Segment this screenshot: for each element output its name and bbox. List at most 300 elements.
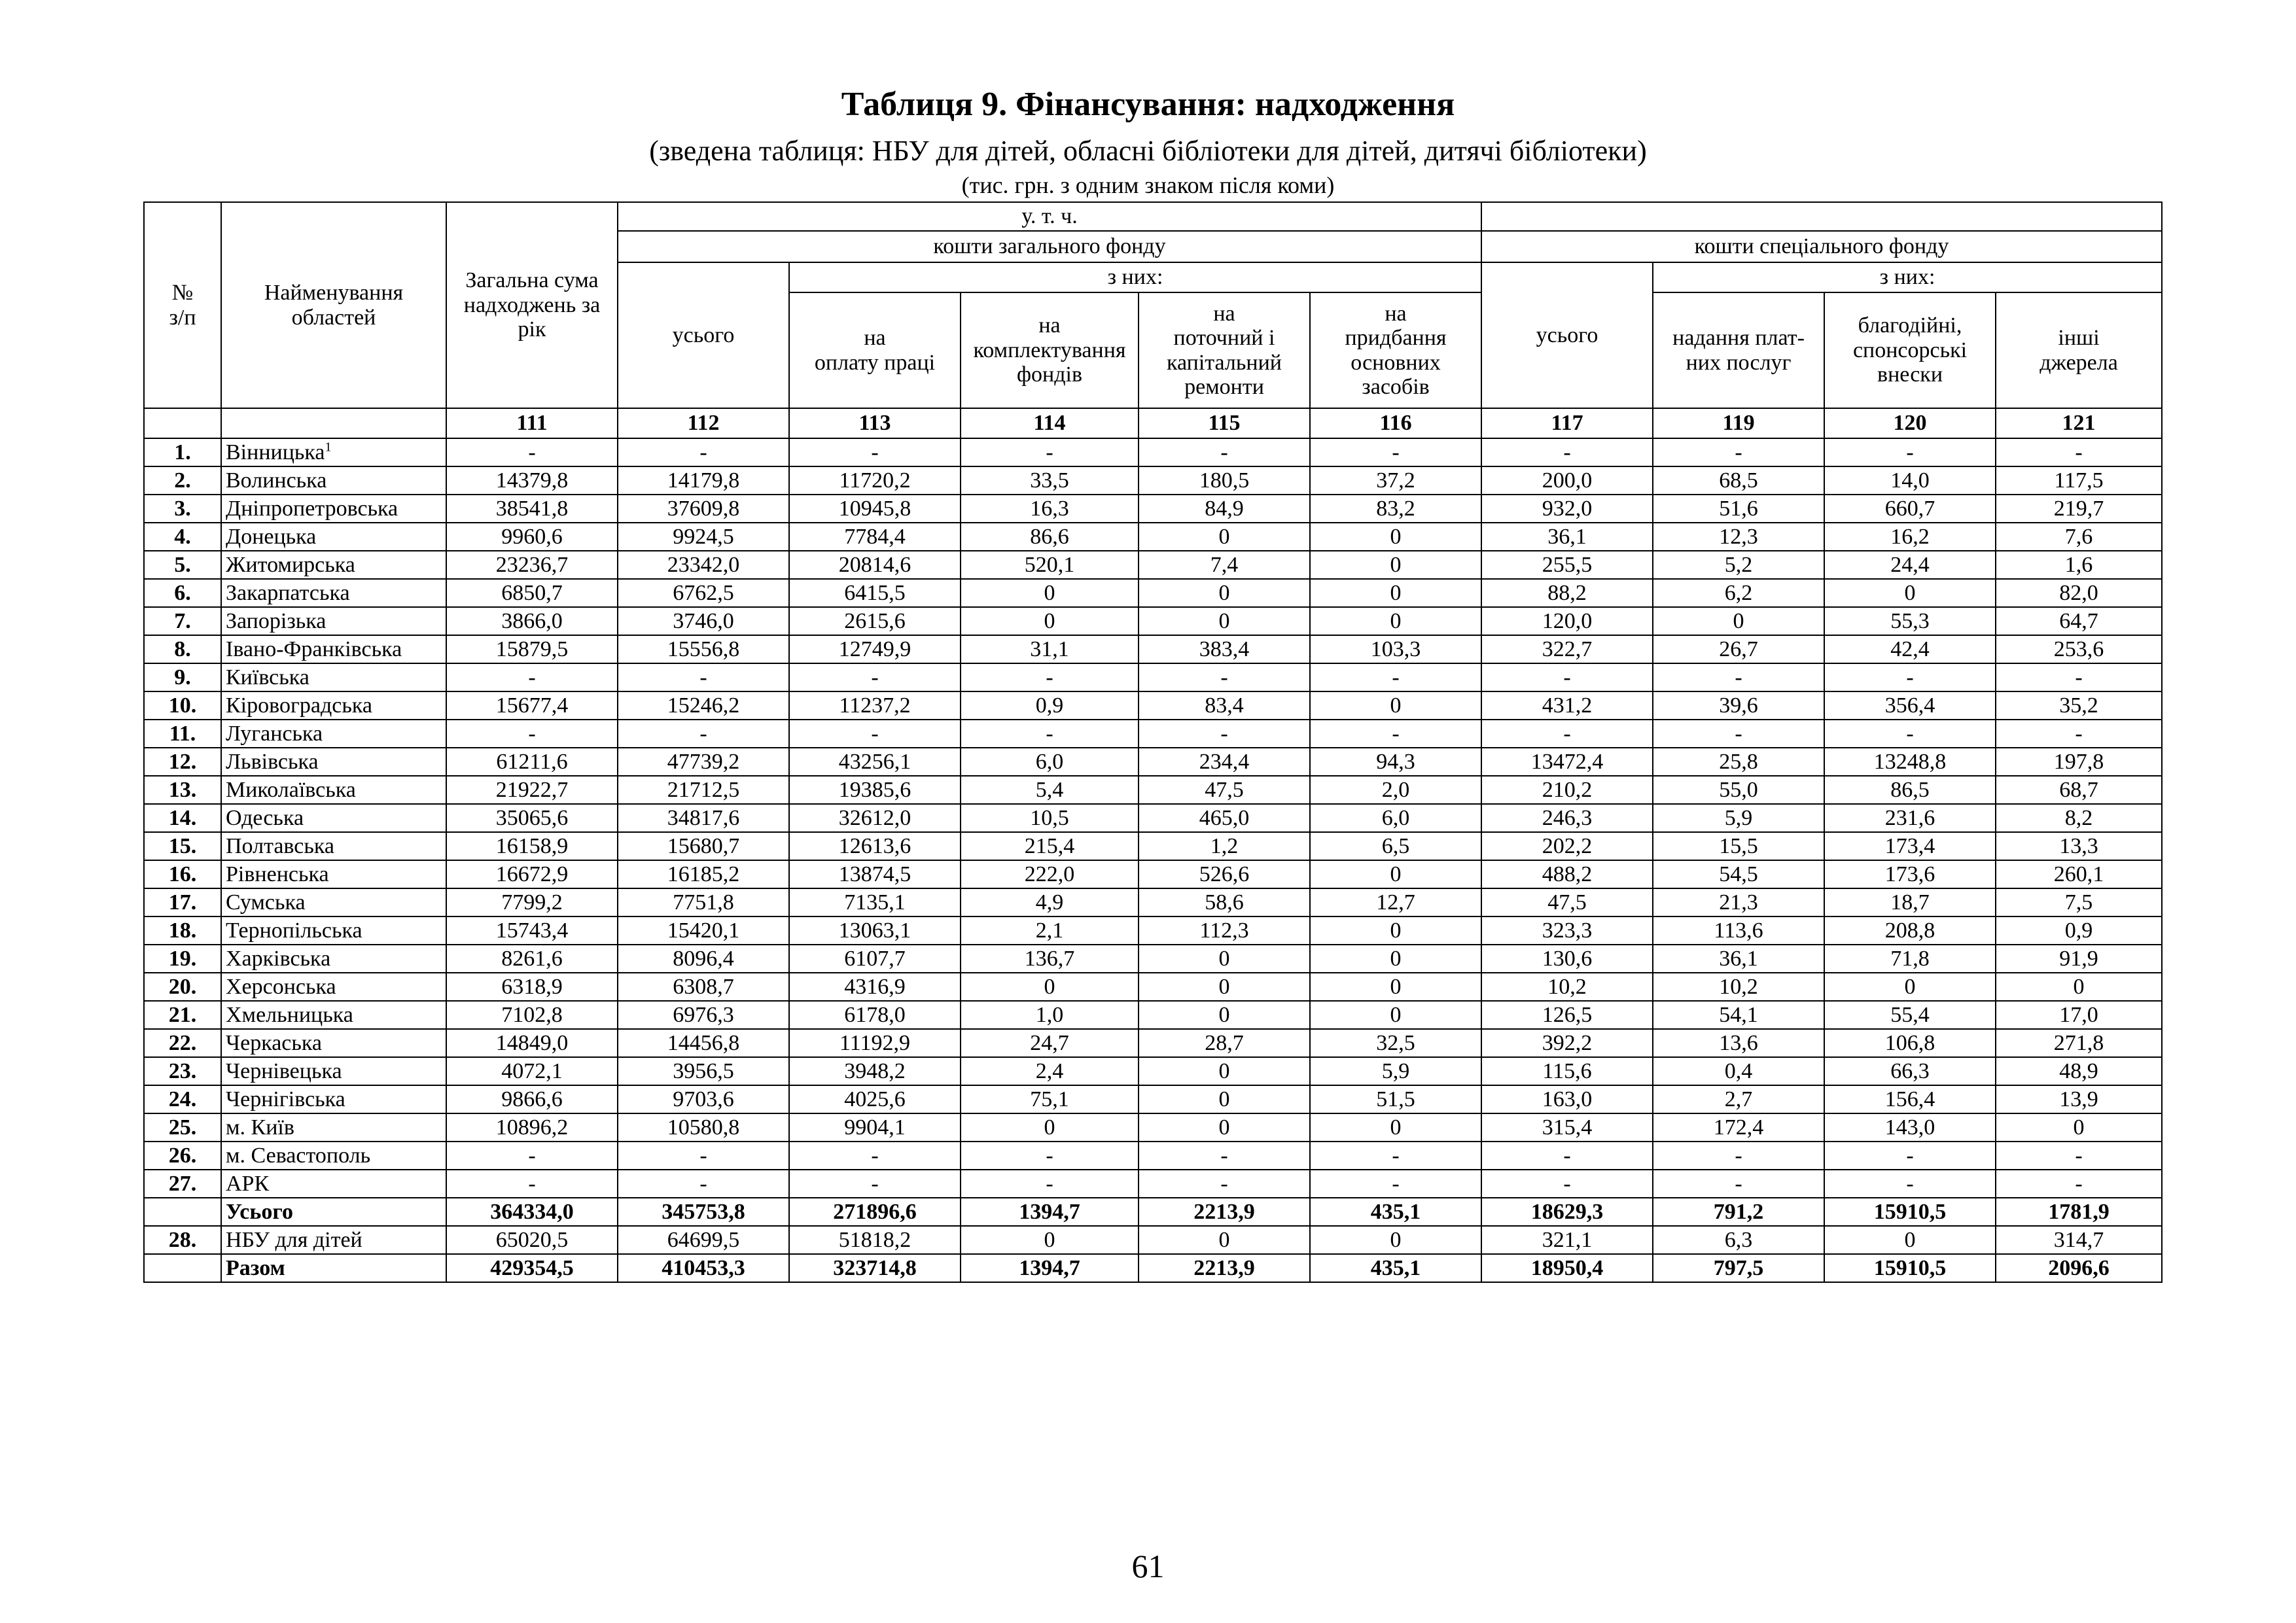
value-cell: 32,5: [1310, 1029, 1481, 1057]
value-cell: 12749,9: [789, 635, 961, 663]
value-cell: -: [446, 720, 618, 748]
value-cell: 8,2: [1996, 804, 2162, 832]
region-name-text: Запорізька: [226, 608, 327, 633]
value-cell: 255,5: [1481, 551, 1653, 579]
region-name: [221, 495, 446, 523]
header-other-sources: інші джерела: [1996, 292, 2162, 408]
region-name: [221, 438, 446, 466]
value-cell: 86,6: [961, 523, 1139, 551]
value-cell: 94,3: [1310, 748, 1481, 776]
header-general-fund: кошти загального фонду: [618, 231, 1481, 262]
table-row: [144, 523, 2162, 551]
region-name-text: Чернігівська: [226, 1087, 345, 1111]
value-cell: 68,7: [1996, 776, 2162, 804]
table-row: [144, 1029, 2162, 1057]
value-cell: 113,6: [1653, 916, 1824, 945]
row-number: 26.: [144, 1142, 221, 1170]
region-name: [221, 663, 446, 691]
value-cell: 7135,1: [789, 888, 961, 916]
value-cell: 24,4: [1824, 551, 1996, 579]
value-cell: 364334,0: [446, 1198, 618, 1226]
value-cell: 75,1: [961, 1085, 1139, 1113]
table-row: [144, 635, 2162, 663]
header-code-cell: 116: [1310, 408, 1481, 438]
value-cell: 0: [1653, 607, 1824, 635]
value-cell: 9904,1: [789, 1113, 961, 1142]
value-cell: 15,5: [1653, 832, 1824, 860]
value-cell: 12613,6: [789, 832, 961, 860]
value-cell: 234,4: [1139, 748, 1310, 776]
value-cell: 7799,2: [446, 888, 618, 916]
value-cell: 14179,8: [618, 466, 789, 495]
value-cell: 47,5: [1481, 888, 1653, 916]
value-cell: 6,3: [1653, 1226, 1824, 1254]
footnote-marker: 1: [325, 440, 332, 455]
value-cell: 51,5: [1310, 1085, 1481, 1113]
value-cell: 10,2: [1653, 973, 1824, 1001]
value-cell: 13472,4: [1481, 748, 1653, 776]
value-cell: 37609,8: [618, 495, 789, 523]
row-number: 11.: [144, 720, 221, 748]
header-of-them-special: з них:: [1653, 262, 2162, 292]
header-salary: на оплату праці: [789, 292, 961, 408]
value-cell: 0: [1310, 1113, 1481, 1142]
value-cell: 435,1: [1310, 1198, 1481, 1226]
region-name-text: Миколаївська: [226, 777, 356, 802]
value-cell: 12,7: [1310, 888, 1481, 916]
value-cell: 24,7: [961, 1029, 1139, 1057]
value-cell: 18629,3: [1481, 1198, 1653, 1226]
value-cell: 797,5: [1653, 1254, 1824, 1282]
value-cell: 14379,8: [446, 466, 618, 495]
value-cell: 143,0: [1824, 1113, 1996, 1142]
value-cell: 66,3: [1824, 1057, 1996, 1085]
region-name-text: Луганська: [226, 721, 323, 746]
value-cell: 83,4: [1139, 691, 1310, 720]
value-cell: 112,3: [1139, 916, 1310, 945]
value-cell: 4025,6: [789, 1085, 961, 1113]
value-cell: 4316,9: [789, 973, 961, 1001]
value-cell: 5,9: [1653, 804, 1824, 832]
region-name: [221, 832, 446, 860]
region-name-text: Хмельницька: [226, 1002, 353, 1027]
table-title: Таблиця 9. Фінансування: надходження: [841, 86, 1455, 123]
region-name: [221, 607, 446, 635]
value-cell: 0: [1310, 973, 1481, 1001]
region-name: [221, 1113, 446, 1142]
value-cell: -: [1139, 438, 1310, 466]
value-cell: 0: [1139, 945, 1310, 973]
value-cell: 61211,6: [446, 748, 618, 776]
value-cell: 21712,5: [618, 776, 789, 804]
value-cell: 0: [1310, 1001, 1481, 1029]
value-cell: 202,2: [1481, 832, 1653, 860]
value-cell: -: [961, 663, 1139, 691]
value-cell: 321,1: [1481, 1226, 1653, 1254]
value-cell: 13874,5: [789, 860, 961, 888]
value-cell: 163,0: [1481, 1085, 1653, 1113]
region-name-text: АРК: [226, 1171, 270, 1196]
region-name-text: Житомирська: [226, 552, 355, 577]
value-cell: 0: [1310, 551, 1481, 579]
value-cell: 173,6: [1824, 860, 1996, 888]
value-cell: -: [618, 720, 789, 748]
value-cell: -: [618, 663, 789, 691]
value-cell: 31,1: [961, 635, 1139, 663]
header-code-cell: 117: [1481, 408, 1653, 438]
value-cell: 34817,6: [618, 804, 789, 832]
value-cell: 8261,6: [446, 945, 618, 973]
value-cell: 15743,4: [446, 916, 618, 945]
value-cell: 392,2: [1481, 1029, 1653, 1057]
value-cell: 0: [1824, 1226, 1996, 1254]
header-fixed-assets: на придбання основних засобів: [1310, 292, 1481, 408]
value-cell: -: [618, 438, 789, 466]
value-cell: 4,9: [961, 888, 1139, 916]
table-row: [144, 748, 2162, 776]
value-cell: 10945,8: [789, 495, 961, 523]
row-number: 8.: [144, 635, 221, 663]
value-cell: 0,4: [1653, 1057, 1824, 1085]
row-number: 4.: [144, 523, 221, 551]
table-row: [144, 832, 2162, 860]
value-cell: 21,3: [1653, 888, 1824, 916]
value-cell: 5,9: [1310, 1057, 1481, 1085]
region-name: [221, 804, 446, 832]
value-cell: 215,4: [961, 832, 1139, 860]
region-name: [221, 551, 446, 579]
table-row: [144, 663, 2162, 691]
row-number: 12.: [144, 748, 221, 776]
header-general-total: усього: [618, 262, 789, 408]
value-cell: 13,3: [1996, 832, 2162, 860]
value-cell: 2615,6: [789, 607, 961, 635]
value-cell: 10,5: [961, 804, 1139, 832]
financing-table: [143, 201, 2163, 1283]
value-cell: 11720,2: [789, 466, 961, 495]
value-cell: 660,7: [1824, 495, 1996, 523]
table-row: [144, 776, 2162, 804]
value-cell: 3956,5: [618, 1057, 789, 1085]
table-row: [144, 438, 2162, 466]
value-cell: 1,0: [961, 1001, 1139, 1029]
value-cell: 345753,8: [618, 1198, 789, 1226]
region-name-text: Чернівецька: [226, 1058, 342, 1083]
region-name: [221, 466, 446, 495]
value-cell: -: [961, 720, 1139, 748]
value-cell: -: [1824, 663, 1996, 691]
row-number: 1.: [144, 438, 221, 466]
value-cell: 13,9: [1996, 1085, 2162, 1113]
value-cell: 117,5: [1996, 466, 2162, 495]
value-cell: 0: [1139, 1001, 1310, 1029]
value-cell: 0: [1310, 945, 1481, 973]
value-cell: 315,4: [1481, 1113, 1653, 1142]
value-cell: 1781,9: [1996, 1198, 2162, 1226]
value-cell: 0: [961, 579, 1139, 607]
row-number: 2.: [144, 466, 221, 495]
value-cell: 932,0: [1481, 495, 1653, 523]
value-cell: 55,4: [1824, 1001, 1996, 1029]
value-cell: 18950,4: [1481, 1254, 1653, 1282]
value-cell: -: [1310, 720, 1481, 748]
value-cell: 465,0: [1139, 804, 1310, 832]
table-row: [144, 1001, 2162, 1029]
value-cell: 3746,0: [618, 607, 789, 635]
header-special-total: усього: [1481, 262, 1653, 408]
value-cell: 1,6: [1996, 551, 2162, 579]
table-row: [144, 551, 2162, 579]
region-name-text: Дніпропетровська: [226, 496, 398, 521]
value-cell: 11237,2: [789, 691, 961, 720]
table-row: [144, 1085, 2162, 1113]
value-cell: -: [1481, 720, 1653, 748]
value-cell: 48,9: [1996, 1057, 2162, 1085]
value-cell: 356,4: [1824, 691, 1996, 720]
value-cell: -: [1139, 720, 1310, 748]
region-name: [221, 579, 446, 607]
value-cell: 16672,9: [446, 860, 618, 888]
row-number: [144, 1254, 221, 1282]
value-cell: -: [618, 1142, 789, 1170]
table-row: [144, 691, 2162, 720]
value-cell: -: [789, 438, 961, 466]
value-cell: 271896,6: [789, 1198, 961, 1226]
value-cell: -: [789, 663, 961, 691]
value-cell: 6,0: [1310, 804, 1481, 832]
table-row: [144, 888, 2162, 916]
table-row: [144, 916, 2162, 945]
value-cell: 28,7: [1139, 1029, 1310, 1057]
region-name-text: м. Севастополь: [226, 1143, 371, 1168]
header-total-income: Загальна сума надходжень за рік: [446, 202, 618, 408]
value-cell: 15910,5: [1824, 1254, 1996, 1282]
value-cell: 13248,8: [1824, 748, 1996, 776]
value-cell: 15677,4: [446, 691, 618, 720]
row-number: 18.: [144, 916, 221, 945]
value-cell: 10580,8: [618, 1113, 789, 1142]
value-cell: -: [961, 1142, 1139, 1170]
value-cell: 0: [1310, 916, 1481, 945]
region-name-text: Рівненська: [226, 862, 329, 886]
region-name: [221, 1029, 446, 1057]
value-cell: 2,1: [961, 916, 1139, 945]
value-cell: 173,4: [1824, 832, 1996, 860]
value-cell: 0: [1310, 691, 1481, 720]
region-name-text: Вінницька: [226, 440, 325, 464]
value-cell: 42,4: [1824, 635, 1996, 663]
header-code-cell: 121: [1996, 408, 2162, 438]
value-cell: 323714,8: [789, 1254, 961, 1282]
region-name: [221, 888, 446, 916]
region-name: [221, 916, 446, 945]
region-name-text: Полтавська: [226, 833, 334, 858]
value-cell: 14456,8: [618, 1029, 789, 1057]
header-region-name: Найменування областей: [221, 202, 446, 408]
region-name: [221, 1198, 446, 1226]
value-cell: 231,6: [1824, 804, 1996, 832]
value-cell: 6318,9: [446, 973, 618, 1001]
header-code-cell: 112: [618, 408, 789, 438]
value-cell: 6762,5: [618, 579, 789, 607]
region-name: [221, 1226, 446, 1254]
value-cell: -: [1481, 663, 1653, 691]
value-cell: 3948,2: [789, 1057, 961, 1085]
value-cell: -: [1653, 438, 1824, 466]
value-cell: 200,0: [1481, 466, 1653, 495]
region-name-text: Черкаська: [226, 1030, 322, 1055]
value-cell: 33,5: [961, 466, 1139, 495]
value-cell: 15246,2: [618, 691, 789, 720]
value-cell: -: [618, 1170, 789, 1198]
region-name: [221, 945, 446, 973]
value-cell: -: [1653, 1170, 1824, 1198]
value-cell: 6850,7: [446, 579, 618, 607]
header-code-cell: 119: [1653, 408, 1824, 438]
region-name: [221, 973, 446, 1001]
region-name: [221, 1142, 446, 1170]
value-cell: 10896,2: [446, 1113, 618, 1142]
value-cell: 7784,4: [789, 523, 961, 551]
value-cell: 19385,6: [789, 776, 961, 804]
value-cell: 10,2: [1481, 973, 1653, 1001]
value-cell: 7751,8: [618, 888, 789, 916]
value-cell: 9924,5: [618, 523, 789, 551]
value-cell: 9703,6: [618, 1085, 789, 1113]
region-name-text: Сумська: [226, 890, 306, 915]
value-cell: 172,4: [1653, 1113, 1824, 1142]
region-name: [221, 635, 446, 663]
value-cell: 0: [1310, 607, 1481, 635]
value-cell: 520,1: [961, 551, 1139, 579]
value-cell: 488,2: [1481, 860, 1653, 888]
header-code-cell: 120: [1824, 408, 1996, 438]
value-cell: 7,6: [1996, 523, 2162, 551]
value-cell: -: [1481, 438, 1653, 466]
value-cell: 1394,7: [961, 1198, 1139, 1226]
value-cell: 6107,7: [789, 945, 961, 973]
value-cell: -: [1996, 1142, 2162, 1170]
value-cell: 38541,8: [446, 495, 618, 523]
row-number: 17.: [144, 888, 221, 916]
value-cell: 32612,0: [789, 804, 961, 832]
region-name: [221, 1057, 446, 1085]
value-cell: 0: [1139, 579, 1310, 607]
value-cell: -: [1310, 438, 1481, 466]
region-name-text: Київська: [226, 665, 309, 689]
value-cell: -: [1653, 663, 1824, 691]
value-cell: 54,5: [1653, 860, 1824, 888]
region-name-text: Тернопільська: [226, 918, 362, 943]
row-number: 14.: [144, 804, 221, 832]
value-cell: 0: [1824, 973, 1996, 1001]
value-cell: 3866,0: [446, 607, 618, 635]
value-cell: -: [1996, 438, 2162, 466]
value-cell: 156,4: [1824, 1085, 1996, 1113]
header-paid-services: надання плат- них послуг: [1653, 292, 1824, 408]
value-cell: 0: [961, 607, 1139, 635]
row-number: 21.: [144, 1001, 221, 1029]
value-cell: 18,7: [1824, 888, 1996, 916]
value-cell: 6,5: [1310, 832, 1481, 860]
value-cell: 0,9: [1996, 916, 2162, 945]
header-code-blank: [144, 408, 221, 438]
value-cell: 0: [1139, 1113, 1310, 1142]
table-units-note: (тис. грн. з одним знаком після коми): [961, 172, 1335, 198]
table-row: [144, 973, 2162, 1001]
value-cell: 0: [961, 1113, 1139, 1142]
value-cell: 791,2: [1653, 1198, 1824, 1226]
value-cell: -: [1996, 720, 2162, 748]
value-cell: 26,7: [1653, 635, 1824, 663]
value-cell: 0: [1139, 1057, 1310, 1085]
value-cell: 180,5: [1139, 466, 1310, 495]
value-cell: 246,3: [1481, 804, 1653, 832]
value-cell: -: [1824, 1142, 1996, 1170]
row-number: 19.: [144, 945, 221, 973]
region-name: [221, 523, 446, 551]
table-subtitle: (зведена таблиця: НБУ для дітей, обласні бібліотеки для дітей, дитячі бібліотеки): [649, 135, 1647, 167]
value-cell: -: [1996, 663, 2162, 691]
value-cell: 130,6: [1481, 945, 1653, 973]
value-cell: 71,8: [1824, 945, 1996, 973]
value-cell: 2213,9: [1139, 1254, 1310, 1282]
region-name: [221, 1085, 446, 1113]
value-cell: 23342,0: [618, 551, 789, 579]
value-cell: -: [1139, 1170, 1310, 1198]
row-number: 23.: [144, 1057, 221, 1085]
table-row: [144, 1226, 2162, 1254]
row-number: 6.: [144, 579, 221, 607]
value-cell: 51,6: [1653, 495, 1824, 523]
row-number: 13.: [144, 776, 221, 804]
value-cell: -: [789, 720, 961, 748]
value-cell: 55,0: [1653, 776, 1824, 804]
value-cell: 0: [1310, 579, 1481, 607]
header-code-cell: 111: [446, 408, 618, 438]
value-cell: 0,9: [961, 691, 1139, 720]
value-cell: 0: [961, 973, 1139, 1001]
table-row: [144, 804, 2162, 832]
table-row: [144, 1142, 2162, 1170]
value-cell: 6,2: [1653, 579, 1824, 607]
value-cell: 136,7: [961, 945, 1139, 973]
value-cell: 5,4: [961, 776, 1139, 804]
value-cell: 322,7: [1481, 635, 1653, 663]
value-cell: 2,4: [961, 1057, 1139, 1085]
value-cell: 47,5: [1139, 776, 1310, 804]
value-cell: 15879,5: [446, 635, 618, 663]
value-cell: 429354,5: [446, 1254, 618, 1282]
value-cell: 210,2: [1481, 776, 1653, 804]
header-code-cell: 113: [789, 408, 961, 438]
value-cell: 16158,9: [446, 832, 618, 860]
value-cell: 15556,8: [618, 635, 789, 663]
header-including: у. т. ч.: [618, 202, 1481, 231]
region-name: [221, 691, 446, 720]
table-row: [144, 466, 2162, 495]
value-cell: 260,1: [1996, 860, 2162, 888]
row-number: 3.: [144, 495, 221, 523]
region-name-text: Усього: [226, 1199, 293, 1224]
row-number: 28.: [144, 1226, 221, 1254]
region-name: [221, 776, 446, 804]
value-cell: -: [1653, 720, 1824, 748]
value-cell: -: [789, 1142, 961, 1170]
row-number: 27.: [144, 1170, 221, 1198]
value-cell: -: [446, 663, 618, 691]
value-cell: -: [1481, 1142, 1653, 1170]
